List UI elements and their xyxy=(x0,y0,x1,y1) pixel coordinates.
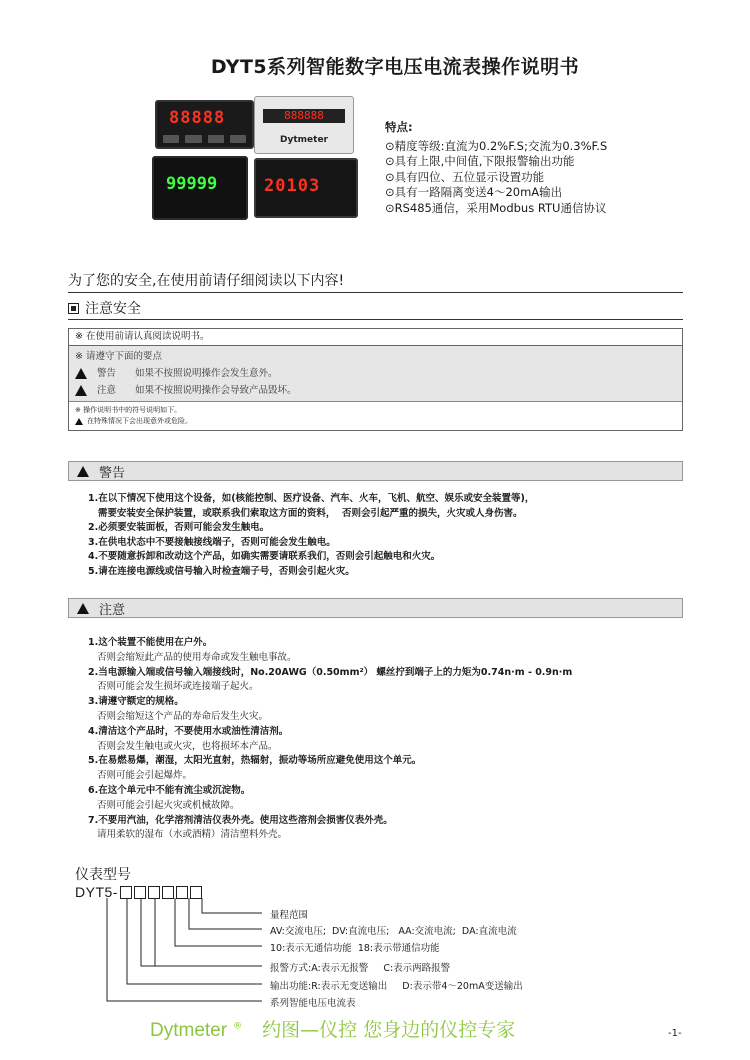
model-label: 10:表示无通信功能 18:表示带通信功能 xyxy=(270,943,440,954)
footer-slogan xyxy=(150,1015,515,1042)
list-item: 请用柔软的湿布（水或酒精）清洁塑料外壳。 xyxy=(88,829,288,841)
list-item: 4.不要随意拆卸和改动这个产品，如确实需要请联系我们，否则会引起触电和火灾。 xyxy=(88,551,441,563)
list-item: 否则可能会发生损坏或连接端子起火。 xyxy=(88,681,259,693)
feature-item: ⊙具有上限,中间值,下限报警输出功能 xyxy=(385,154,575,168)
page-title: DYT5系列智能数字电压电流表操作说明书 xyxy=(210,56,580,78)
feature-item: ⊙具有四位、五位显示设置功能 xyxy=(385,169,545,184)
footer-text: 约图—仪控 您身边的仪控专家 xyxy=(262,1019,516,1041)
list-item: 需要安装安全保护装置，或联系我们索取这方面的资料， 否则会引起严重的损失，火灾或人身伤害。 xyxy=(88,507,523,519)
list-item: 1.这个装置不能使用在户外。 xyxy=(88,637,213,648)
model-label: 量程范围 xyxy=(270,910,309,921)
model-label: 系列智能电压电流表 xyxy=(270,998,356,1009)
list-item: 否则可能会引起火灾或机械故障。 xyxy=(88,799,240,811)
feature-item: ⊙具有一路隔离变送4～20mA输出 xyxy=(385,185,563,199)
box-row: ※ 在使用前请认真阅读说明书。 xyxy=(69,329,682,346)
warning-heading: 警告 xyxy=(99,465,126,481)
list-item: 否则会缩短此产品的使用寿命或发生触电事故。 xyxy=(88,651,297,663)
symbol-text: 如果不按照说明操作会发生意外。 xyxy=(135,368,278,379)
registered-mark: ® xyxy=(233,1021,243,1032)
list-item: 2.必须要安装面板，否则可能会发生触电。 xyxy=(88,522,270,534)
connector-line xyxy=(202,898,262,913)
list-item: 5.在易燃易爆，潮湿，太阳光直射，热辐射，振动等场所应避免使用这个单元。 xyxy=(88,755,422,767)
meter-display: 20103 xyxy=(264,176,321,196)
model-prefix: DYT5- xyxy=(75,884,118,900)
section-title: 注意安全 xyxy=(85,301,141,317)
list-item: 否则会发生触电或火灾，也将损坏本产品。 xyxy=(88,740,278,752)
meter-display: 888888 xyxy=(263,109,345,123)
connector-line xyxy=(175,898,262,946)
model-title: 仪表型号 xyxy=(75,867,131,883)
list-item: 4.清洁这个产品时，不要使用水或油性清洁剂。 xyxy=(88,725,289,737)
list-item: 2.当电源输入端或信号输入端接线时，No.20AWG（0.50mm²） 螺丝拧到端子上的力矩为0.74n·m - 0.9n·m xyxy=(88,666,573,678)
safety-notice: 为了您的安全,在使用前请仔细阅读以下内容! xyxy=(68,273,345,289)
meter-display: 99999 xyxy=(166,174,218,194)
list-item: 7.不要用汽油，化学溶剂清洁仪表外壳。使用这些溶剂会损害仪表外壳。 xyxy=(88,814,393,826)
box-row: ※ 请遵守下面的要点 xyxy=(75,351,162,362)
symbol-label: 警告 xyxy=(97,368,117,379)
page-number: -1- xyxy=(668,1028,682,1039)
model-label: 输出功能:R:表示无变送输出 D:表示带4～20mA变送输出 xyxy=(270,981,523,992)
feature-item: ⊙RS485通信，采用Modbus RTU通信协议 xyxy=(385,200,607,215)
box-note: ※ 操作说明书中的符号说明如下。 xyxy=(75,406,182,414)
footer-brand: Dytmeter xyxy=(150,1020,228,1041)
symbol-label: 注意 xyxy=(97,385,117,396)
list-item: 否则可能会引起爆炸。 xyxy=(88,770,193,782)
model-label: 报警方式:A:表示无报警 C:表示两路报警 xyxy=(270,963,451,974)
meter-brand-label: Dytmeter xyxy=(280,135,328,145)
box-note: 在特殊情况下会出现意外或危险。 xyxy=(87,417,192,425)
connector-line xyxy=(127,898,262,984)
feature-item: ⊙精度等级:直流为0.2%F.S;交流为0.3%F.S xyxy=(385,138,608,153)
features-title: 特点: xyxy=(385,120,413,134)
list-item: 3.请遵守额定的规格。 xyxy=(88,696,184,708)
meter-display: 88888 xyxy=(169,108,226,128)
symbol-text: 如果不按照说明操作会导致产品毁坏。 xyxy=(135,385,297,396)
model-label: AV:交流电压; DV:直流电压; AA:交流电流; DA:直流电流 xyxy=(270,926,517,937)
list-item: 6.在这个单元中不能有流尘或沉淀物。 xyxy=(88,784,251,796)
list-item: 3.在供电状态中不要接触接线端子，否则可能会发生触电。 xyxy=(88,536,336,548)
list-item: 5.请在连接电源线或信号输入时检查端子号，否则会引起火灾。 xyxy=(88,565,355,577)
caution-heading: 注意 xyxy=(99,602,126,618)
list-item: 否则会缩短这个产品的寿命后发生火灾。 xyxy=(88,710,269,722)
list-item: 1.在以下情况下使用这个设备，如(核能控制、医疗设备、汽车、火车，飞机、航空、娱乐或安全装置等)， xyxy=(88,493,535,504)
